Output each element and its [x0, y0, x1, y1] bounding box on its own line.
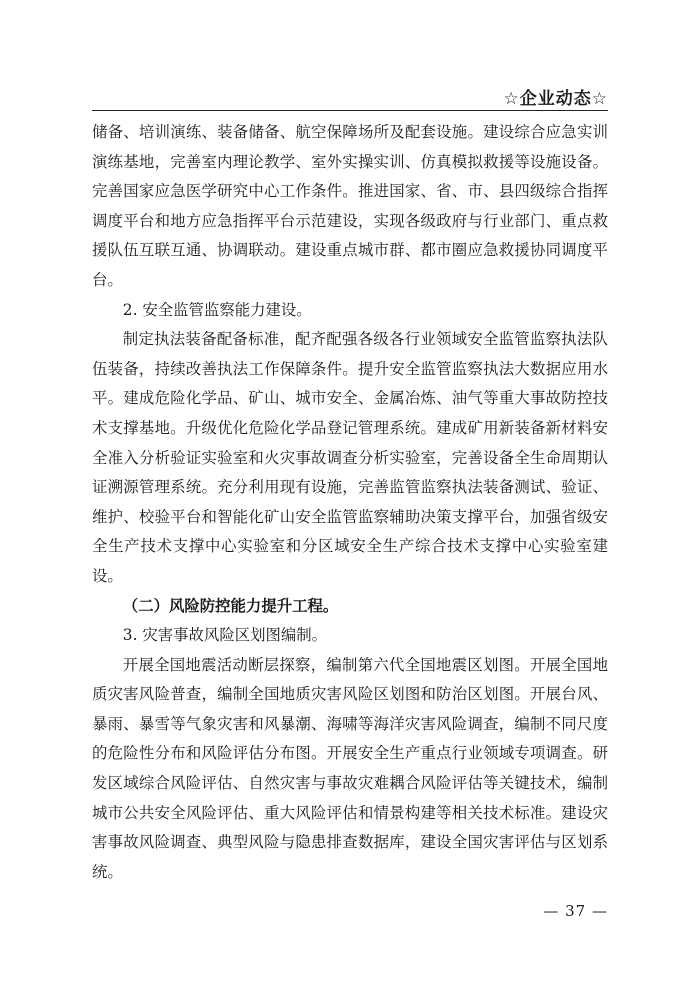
page-number: — 37 — — [543, 902, 608, 920]
item-heading-2: 2. 安全监管监察能力建设。 — [122, 300, 312, 319]
paragraph-supervision: 制定执法装备配备标准，配齐配强各级各行业领域安全监管监察执法队伍装备，持续改善执法工作保障条件。提升安全监管监察执法大数据应用水平。建成危险化学品、矿山、城市安全、金属冶炼、油气等重大事故防控技术支撑基地。升级优化危险化学品登记管理系统。建成矿用新装备新材料安全准入分析验证实验室和火灾事故调查分析实验室，完善设备全生命周期认证溯源管理系统。充分利用现有设施，完善监管监察执法装备测试、验证、维护、校验平台和智能化矿山安全监管监察辅助决策支撑平台，加强省级安全生产技术支撑中心实验室和分区域安全生产综合技术支撑中心实验室建设。 — [92, 330, 608, 585]
page-header — [92, 84, 608, 111]
section-heading-2: （二）风险防控能力提升工程。 — [122, 596, 339, 615]
paragraph-continued: 储备、培训演练、装备储备、航空保障场所及配套设施。建设综合应急实训演练基地，完善室内理论教学、室外实操实训、仿真模拟救援等设施设备。完善国家应急医学研究中心工作条件。推进国家、省、市、县四级综合指挥调度平台和地方应急指挥平台示范建设，实现各级政府与行业部门、重点救援队伍互联互通、协调联动。建设重点城市群、都市圈应急救援协同调度平台。 — [92, 123, 608, 289]
document-body — [92, 118, 608, 887]
item-heading-3: 3. 灾害事故风险区划图编制。 — [122, 626, 328, 645]
paragraph-risk-mapping: 开展全国地震活动断层探察，编制第六代全国地震区划图。开展全国地质灾害风险普查，编制全国地质灾害风险区划图和防治区划图。开展台风、暴雨、暴雪等气象灾害和风暴潮、海啸等海洋灾害风险调查，编制不同尺度的危险性分布和风险评估分布图。开展安全生产重点行业领域专项调查。研发区域综合风险评估、自然灾害与事故灾难耦合风险评估等关键技术，编制城市公共安全风险评估、重大风险评估和情景构建等相关技术标准。建设灾害事故风险调查、典型风险与隐患排查数据库，建设全国灾害评估与区划系统。 — [92, 655, 608, 881]
section-title: ☆企业动态☆ — [503, 89, 608, 109]
